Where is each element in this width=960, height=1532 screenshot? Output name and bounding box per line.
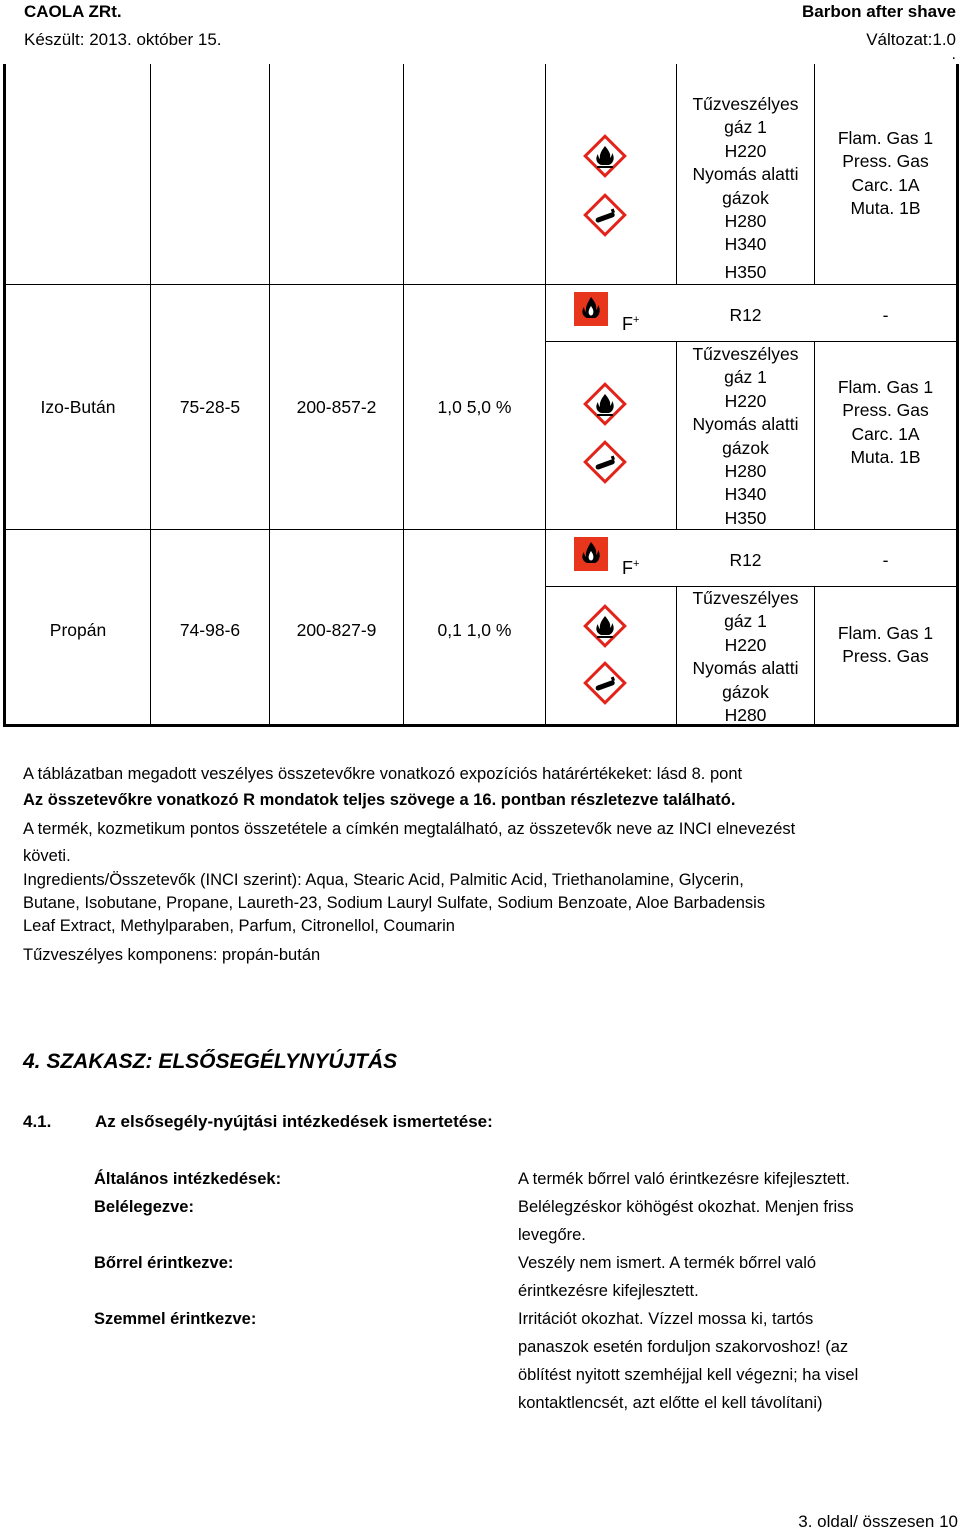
h-text-line: gázok — [722, 187, 769, 208]
danger-symbol-letter: F — [622, 558, 633, 578]
clp-class: Flam. Gas 1 — [837, 623, 934, 643]
h-text-line: H280 — [724, 461, 767, 482]
exposure-note: A táblázatban megadott veszélyes összetevőkre vonatkozó expozíciós határértékeket: lásd 8. pont — [23, 765, 743, 783]
h-text-line: gáz 1 — [724, 117, 767, 138]
clp-classes-cell — [815, 376, 956, 470]
section-4-title: 4. SZAKASZ: ELSŐSEGÉLYNYÚJTÁS — [23, 1050, 398, 1073]
ghs04-gas-cylinder-icon — [583, 193, 627, 237]
hazard-statements-cell — [677, 93, 814, 284]
clp-class: Muta. 1B — [850, 198, 921, 219]
first-aid-text-eye: öblítést nyitott szemhéjjal kell végezni; ha visel — [518, 1366, 859, 1384]
substance-name: Izo-Bután — [40, 397, 116, 417]
h-text-line: Nyomás alatti — [692, 414, 799, 435]
subsection-number: 4.1. — [23, 1112, 52, 1131]
danger-symbol-sup: + — [633, 314, 640, 326]
first-aid-text-skin: Veszély nem ismert. A termék bőrrel való — [518, 1254, 817, 1272]
h-text-line: H350 — [724, 261, 767, 282]
h-text-line: Tűzveszélyes — [692, 344, 799, 364]
clp-class: Muta. 1B — [850, 447, 921, 468]
ghs02-flame-icon — [583, 382, 627, 426]
clp-class: Flam. Gas 1 — [837, 377, 934, 397]
h-text-line: H340 — [724, 234, 767, 255]
first-aid-text-eye: Irritációt okozhat. Vízzel mossa ki, tartós — [518, 1310, 814, 1328]
first-aid-text-general: A termék bőrrel való érintkezésre kifejlesztett. — [518, 1170, 850, 1188]
cas-number: 74-98-6 — [179, 620, 241, 640]
company-name: CAOLA ZRt. — [24, 2, 122, 21]
substance-name: Propán — [49, 620, 107, 640]
subsection-title: Az elsősegély-nyújtási intézkedések ismertetése: — [95, 1112, 493, 1131]
ec-number: 200-827-9 — [296, 620, 377, 640]
danger-symbol — [622, 314, 639, 335]
table-border-right — [956, 64, 959, 726]
table-border-bottom — [3, 724, 959, 727]
ingredients-line: Butane, Isobutane, Propane, Laureth-23, Sodium Lauryl Sulfate, Sodium Benzoate, Aloe Barbadensis — [23, 894, 766, 912]
ec-number: 200-857-2 — [296, 397, 377, 417]
clp-class: Flam. Gas 1 — [837, 128, 934, 148]
f-plus-flame-icon — [574, 537, 608, 571]
h-text-line: H220 — [724, 634, 767, 655]
h-text-line: Nyomás alatti — [692, 658, 799, 679]
r-classification: - — [882, 550, 889, 570]
table-row-line — [3, 284, 959, 285]
h-text-line: gázok — [722, 681, 769, 702]
first-aid-text-inhalation: levegőre. — [518, 1226, 586, 1244]
header-dot: . — [951, 46, 956, 63]
table-row-line — [3, 529, 959, 530]
r-phrase: R12 — [729, 550, 762, 570]
h-text-line: Nyomás alatti — [692, 164, 799, 185]
h-text-line: Tűzveszélyes — [692, 588, 799, 608]
document-date: Készült: 2013. október 15. — [24, 30, 222, 49]
danger-symbol-sup: + — [633, 558, 640, 570]
danger-symbol-letter: F — [622, 314, 633, 334]
flammable-component-note: Tűzveszélyes komponens: propán-bután — [23, 946, 321, 964]
inci-note-cont: követi. — [23, 847, 71, 865]
h-text-line: gázok — [722, 437, 769, 458]
table-col-line — [545, 64, 546, 726]
h-text-line: gáz 1 — [724, 367, 767, 388]
first-aid-text-skin: érintkezésre kifejlesztett. — [518, 1282, 699, 1300]
ghs04-gas-cylinder-icon — [583, 661, 627, 705]
ghs02-flame-icon — [583, 604, 627, 648]
clp-class: Press. Gas — [842, 151, 929, 172]
ghs04-gas-cylinder-icon — [583, 440, 627, 484]
first-aid-text-eye: panaszok esetén forduljon szakorvoshoz! (az — [518, 1338, 849, 1356]
r-phrase: R12 — [729, 305, 762, 325]
hazard-statements-cell — [677, 343, 814, 530]
clp-class: Press. Gas — [842, 646, 929, 667]
first-aid-label-inhalation: Belélegezve: — [94, 1198, 194, 1216]
h-text-line: H220 — [724, 390, 767, 411]
document-version: Változat:1.0 — [866, 30, 956, 49]
h-text-line: H340 — [724, 484, 767, 505]
first-aid-label-skin: Bőrrel érintkezve: — [94, 1254, 234, 1272]
first-aid-text-inhalation: Belélegzéskor köhögést okozhat. Menjen friss — [518, 1198, 854, 1216]
clp-class: Carc. 1A — [851, 174, 920, 195]
h-text-line: H280 — [724, 705, 767, 726]
table-row-line — [545, 341, 959, 342]
r-phrases-note: Az összetevőkre vonatkozó R mondatok teljes szövege a 16. pontban részletezve található. — [23, 791, 736, 809]
hazard-statements-cell — [677, 587, 814, 727]
page-number: 3. oldal/ összesen 10 — [798, 1512, 958, 1531]
inci-note: A termék, kozmetikum pontos összetétele a címkén megtalálható, az összetevők neve az INCI elnevezést — [23, 820, 796, 838]
h-text-line: Tűzveszélyes — [692, 94, 799, 114]
clp-classes-cell — [815, 622, 956, 669]
r-classification: - — [882, 305, 889, 325]
ingredients-line: Ingredients/Összetevők (INCI szerint): Aqua, Stearic Acid, Palmitic Acid, Triethanolamine, Glycerin, — [23, 871, 744, 889]
h-text-line: H350 — [724, 507, 767, 528]
danger-symbol — [622, 558, 639, 579]
first-aid-label-eye: Szemmel érintkezve: — [94, 1310, 257, 1328]
clp-class: Carc. 1A — [851, 423, 920, 444]
ingredients-line: Leaf Extract, Methylparaben, Parfum, Citronellol, Coumarin — [23, 917, 455, 935]
concentration: 1,0 5,0 % — [437, 397, 512, 417]
ghs02-flame-icon — [583, 134, 627, 178]
clp-class: Press. Gas — [842, 400, 929, 421]
product-name: Barbon after shave — [802, 2, 956, 21]
h-text-line: gáz 1 — [724, 611, 767, 632]
first-aid-text-eye: kontaktlencsét, azt előtte el kell távolítani) — [518, 1394, 823, 1412]
h-text-line: H280 — [724, 211, 767, 232]
clp-classes-cell — [815, 127, 956, 221]
h-text-line: H220 — [724, 140, 767, 161]
f-plus-flame-icon — [574, 292, 608, 326]
concentration: 0,1 1,0 % — [437, 620, 512, 640]
cas-number: 75-28-5 — [179, 397, 241, 417]
first-aid-label-general: Általános intézkedések: — [94, 1170, 282, 1188]
